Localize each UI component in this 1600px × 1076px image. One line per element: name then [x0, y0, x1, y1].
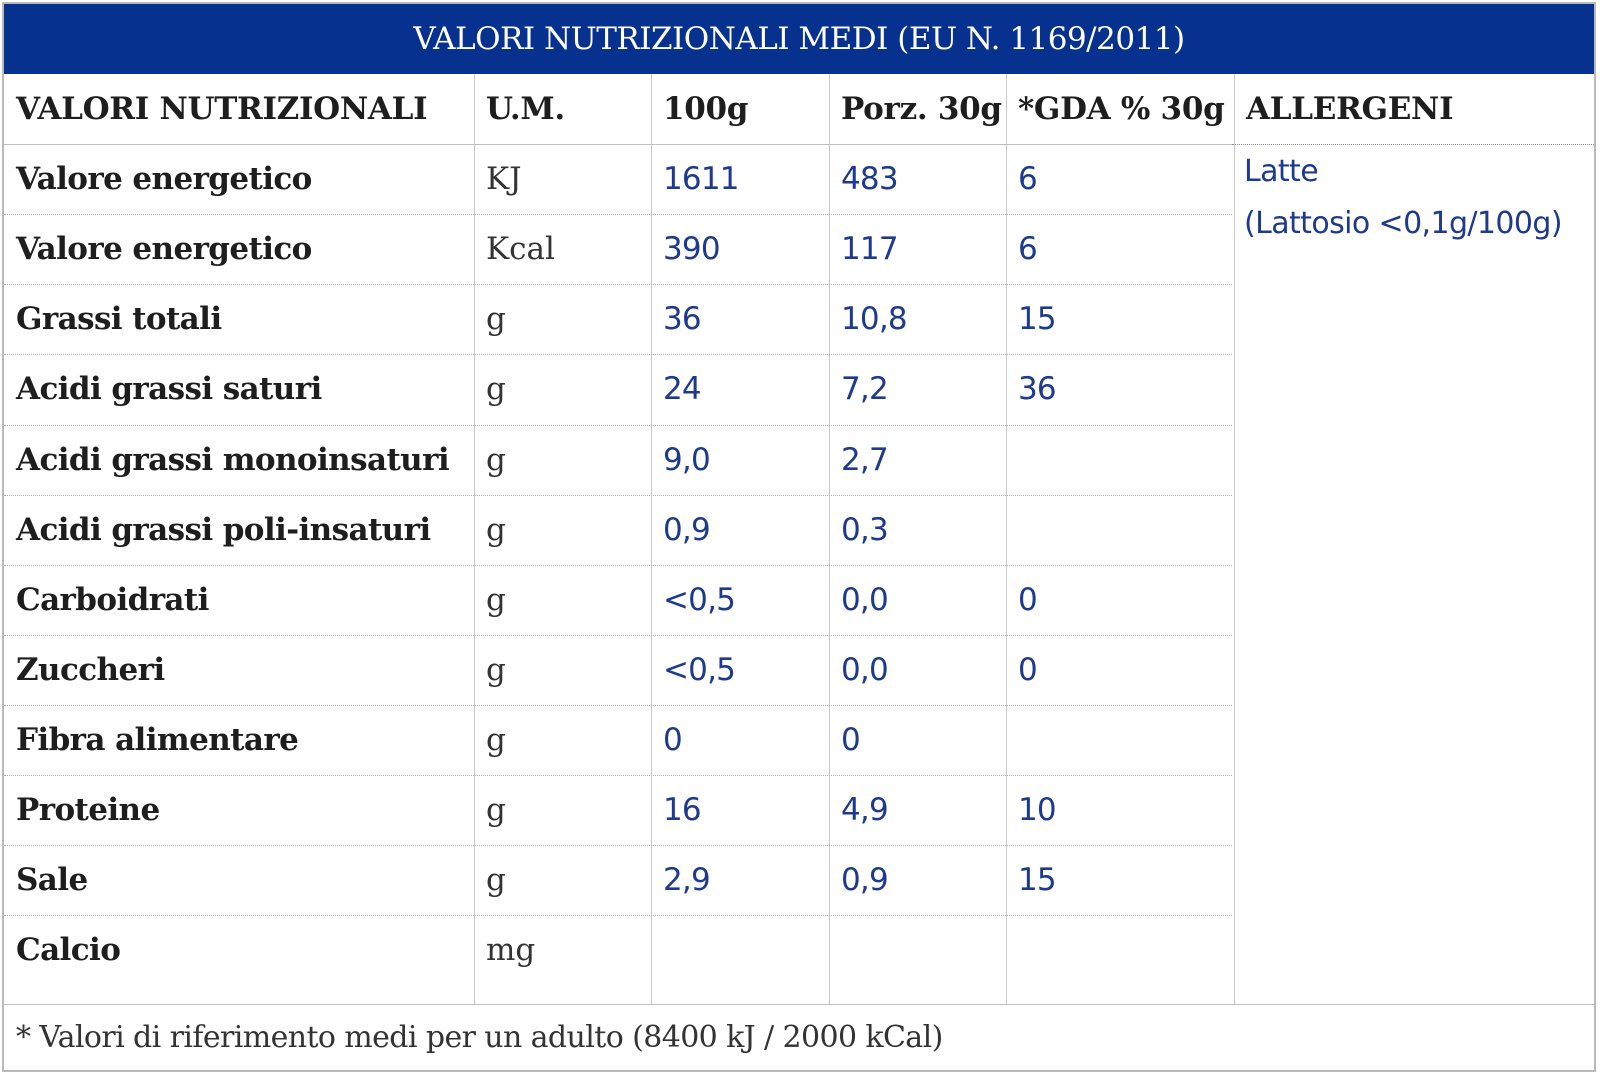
row-unit: g [486, 511, 506, 548]
row-per100: 36 [663, 301, 701, 338]
row-unit: g [486, 581, 506, 618]
row-gda: 0 [1018, 581, 1037, 618]
row-per100: 24 [663, 371, 701, 408]
row-gda: 6 [1018, 161, 1037, 198]
row-gda: 36 [1018, 371, 1056, 408]
row-gda [1006, 495, 1234, 565]
row-per100: 0,9 [663, 511, 710, 548]
row-portion: 117 [841, 231, 898, 268]
row-gda [1006, 915, 1234, 985]
row-gda [1006, 705, 1234, 775]
row-name: Zuccheri [16, 651, 165, 688]
row-unit: g [486, 301, 506, 338]
header-unit: U.M. [486, 91, 565, 127]
header-name: VALORI NUTRIZIONALI [16, 91, 428, 127]
row-per100: 16 [663, 792, 701, 828]
row-name: Valore energetico [16, 161, 312, 198]
nutrition-grid [4, 74, 1594, 1004]
row-unit: KJ [486, 161, 522, 198]
allergen-line-1: Latte [1244, 154, 1319, 189]
row-portion: 0,9 [841, 862, 888, 899]
row-per100: <0,5 [663, 651, 736, 688]
header-portion: Porz. 30g [841, 91, 1002, 127]
row-per100: 9,0 [663, 441, 710, 478]
allergen-info [1232, 146, 1594, 250]
row-unit: g [486, 371, 506, 408]
row-unit: g [486, 441, 506, 478]
row-per100: 2,9 [663, 862, 710, 899]
row-unit: g [486, 651, 506, 688]
row-portion: 0,0 [841, 581, 888, 618]
row-portion: 2,7 [841, 441, 888, 478]
row-name: Valore energetico [16, 231, 312, 268]
row-name: Acidi grassi monoinsaturi [16, 441, 450, 478]
row-unit: Kcal [486, 231, 555, 268]
row-name: Calcio [16, 932, 121, 969]
header-gda: *GDA % 30g [1018, 91, 1225, 127]
row-gda: 15 [1018, 301, 1056, 338]
row-portion: 0 [841, 721, 860, 758]
row-unit: g [486, 721, 506, 758]
row-unit: mg [486, 932, 536, 969]
row-portion: 7,2 [841, 371, 888, 408]
row-name: Acidi grassi saturi [16, 371, 322, 408]
row-name: Grassi totali [16, 301, 222, 338]
row-portion [829, 915, 1006, 985]
row-name: Fibra alimentare [16, 721, 299, 758]
header-allergens: ALLERGENI [1246, 91, 1454, 127]
row-gda: 10 [1018, 792, 1056, 828]
header-per100: 100g [663, 91, 749, 127]
row-name: Carboidrati [16, 581, 209, 618]
row-unit: g [486, 792, 506, 828]
row-gda: 6 [1018, 231, 1037, 268]
allergen-line-2: (Lattosio <0,1g/100g) [1244, 206, 1562, 241]
row-portion: 483 [841, 161, 898, 198]
row-per100: 0 [663, 721, 682, 758]
allergen-header-divider [1232, 144, 1594, 145]
footnote: * Valori di riferimento medi per un adulto (8400 kJ / 2000 kCal) [4, 1004, 1594, 1070]
row-portion: 4,9 [841, 792, 888, 828]
row-name: Acidi grassi poli-insaturi [16, 511, 431, 548]
row-per100: 1611 [663, 161, 739, 198]
row-name: Proteine [16, 792, 160, 828]
row-portion: 0,3 [841, 511, 888, 548]
row-portion: 0,0 [841, 651, 888, 688]
row-per100: 390 [663, 231, 720, 268]
row-unit: g [486, 862, 506, 899]
row-gda: 15 [1018, 862, 1056, 899]
row-name: Sale [16, 862, 88, 899]
table-title: VALORI NUTRIZIONALI MEDI (EU N. 1169/2011) [4, 4, 1594, 74]
row-per100: <0,5 [663, 581, 736, 618]
row-per100 [651, 915, 829, 985]
row-gda: 0 [1018, 651, 1037, 688]
row-gda [1006, 425, 1234, 495]
row-portion: 10,8 [841, 301, 907, 338]
nutrition-table [2, 2, 1596, 1072]
